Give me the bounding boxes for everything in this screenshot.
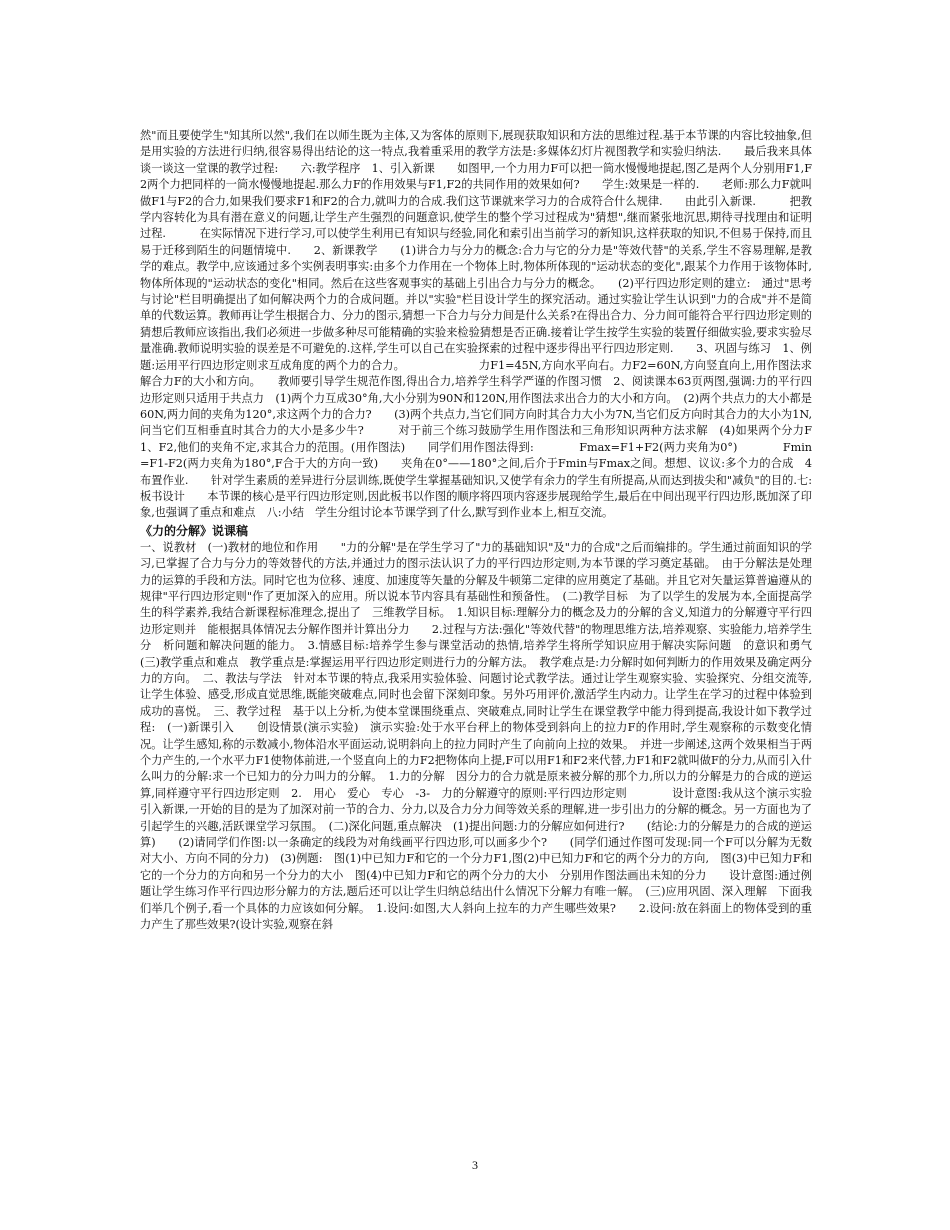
page-number: 3 [472, 1158, 478, 1172]
paragraph-teaching-process: 然"而且要使学生"知其所以然",我们在以师生既为主体,又为客体的原则下,展现获取知识和方法的思维过程.基于本节课的内容比较抽象,但是用实验的方法进行归纳,很容易得出结论的这一特点,我着重采用的教学方法是:多媒体幻灯片视图教学和实验归纳法. 最后我来具体谈一谈这一堂课的教学过程: 六:教学程序 1、引入新课 如图甲,一个力用力F可以把一筒水慢慢地提起,图乙是两个人分别用F1,F2两个力把同样的一筒水慢慢地提起.那么力F的作用效果与F1,F2的共同作用的效果如何? 学生:效果是一样的. 老师:那么力F就叫做F1与F2的合力,如果我们要求F1和F2的合力,就叫力的合成.我们这节课就来学习力的合成符合什么规律. 由此引入新课. 把教学内容转化为具有潜在意义的问题,让学生产生强烈的问题意识,使学生的整个学习过程成为"猜想",继而紧张地沉思,期待寻找理由和证明过程. 在实际情况下进行学习,可以使学生利用已有知识与经验,同化和索引出当前学习的新知识,这样获取的知识,不但易于保持,而且易于迁移到陌生的问题情境中. 2、新课教学 (1)讲合力与分力的概念:合力与它的分力是"等效代替"的关系,学生不容易理解,是教学的难点。教学中,应该通过多个实例表明事实:由多个力作用在一个物体上时,物体所体现的"运动状态的变化",跟某个力作用于该物体时,物体所体现的"运动状态的变化"相同。然后在这些客观事实的基础上引出合力与分力的概念。 (2)平行四边形定则的建立: 通过"思考与讨论"栏目明确提出了如何解决两个力的合成问题。并以"实验"栏目设计学生的探究活动。通过实验让学生认识到"力的合成"并不是简单的代数运算。教师再让学生根据合力、分力的图示,猜想一下合力与分力间是什么关系?在得出合力、分力间可能符合平行四边形定则的猜想后教师应该指出,我们必须进一步做多种尽可能精确的实验来检验猜想是否正确.接着让学生按学生实验的装置仔细做实验,要求实验尽量准确.教师说明实验的误差是不可避免的.这样,学生可以自己在实验探索的过程中逐步得出平行四边形定则. 3、巩固与练习 1、例题:运用平行四边形定则求互成角度的两个力的合力。 力F1=45N,方向水平向右。力F2=60N,方向竖直向上,用作图法求解合力F的大小和方向。 教师要引导学生规范作图,得出合力,培养学生科学严谨的作图习惯 2、阅读课本63页两图,强调:力的平行四边形定则只适用于共点力 (1)两个力互成30°角,大小分别为90N和120N,用作图法求出合力的大小和方向。 (2)两个共点力的大小都是60N,两力间的夹角为120°,求这两个力的合力? (3)两个共点力,当它们同方向时其合力大小为7N,当它们反方向时其合力的大小为1N,问当它们互相垂直时其合力的大小是多少牛? 对于前三个练习鼓励学生用作图法和三角形知识两种方法求解 (4)如果两个分力F1、F2,他们的夹角不定,求其合力的范围。(用作图法) 同学们用作图法得到: Fmax=F1+F2(两力夹角为0°) Fmin=F1-F2(两力夹角为180°,F合于大的方向一致) 夹角在0°——180°之间,后介于Fmin与Fmax之间。想想、议议:多个力的合成 4布置作业. 针对学生素质的差异进行分层训练,既使学生掌握基础知识,又使学有余力的学生有所提高,从而达到拔尖和"减负"的目的.七:板书设计 本节课的核心是平行四边形定则,因此板书以作图的顺序将四项内容逐步展现给学生,最后在中间出现平行四边形,既加深了印象,也强调了重点和难点 八:小结 学生分组讨论本节课学到了什么,默写到作业本上,相互交流。 [140, 129, 812, 520]
section-heading: 《力的分解》说课稿 [140, 523, 249, 538]
document-body [140, 128, 824, 934]
paragraph-force-decomposition: 一、说教材 (一)教材的地位和作用 "力的分解"是在学生学习了"力的基础知识"及"力的合成"之后而编排的。学生通过前面知识的学习,已掌握了合力与分力的等效替代的方法,并通过力的图示法认识了力的平行四边形定则,为本节课的学习奠定基础。 由于分解法是处理力的运算的手段和方法。同时它也为位移、速度、加速度等矢量的分解及牛顿第二定律的应用奠定了基础。并且它对矢量运算普遍遵从的规律"平行四边形定则"作了更加深入的应用。所以说本节内容具有基础性和预备性。 (二)教学目标 为了以学生的发展为本,全面提高学生的科学素养,我结合新课程标准理念,提出了 三维教学目标。 1.知识目标:理解分力的概念及力的分解的含义,知道力的分解遵守平行四边形定则并 能根据具体情况去分解作图并计算出分力 2.过程与方法:强化"等效代替"的物理思维方法,培养观察、实验能力,培养学生分 析问题和解决问题的能力。 3.情感目标:培养学生参与课堂活动的热情,培养学生将所学知识应用于解决实际问题 的意识和勇气 (三)教学重点和难点 教学重点是:掌握运用平行四边形定则进行力的分解方法。 教学难点是:力分解时如何判断力的作用效果及确定两分力的方向。 二、教法与学法 针对本节课的特点,我采用实验体验、问题讨论式教学法。通过让学生观察实验、实验探究、分组交流等,让学生体验、感受,形成直觉思维,既能突破难点,同时也会留下深刻印象。另外巧用评价,激活学生内动力。让学生在学习的过程中体验到成功的喜悦。 三、教学过程 基于以上分析,为使本堂课围绕重点、突破难点,同时让学生在课堂教学中能力得到提高,我设计如下教学过程: (一)新课引入 创设情景(演示实验) 演示实验:处于水平台秤上的物体受到斜向上的拉力F的作用时,学生观察称的示数变化情况。让学生感知,称的示数减小,物体沿水平面运动,说明斜向上的拉力同时产生了向前向上拉的效果。 并进一步阐述,这两个效果相当于两个力产生的,一个水平力F1使物体前进,一个竖直向上的力F2把物体向上提,F可以用F1和F2来代替,力F1和F2就叫做F的分力,从而引入什么叫力的分解:求一个已知力的分力叫力的分解。 1.力的分解 因分力的合力就是原来被分解的那个力,所以力的分解是力的合成的逆运算,同样遵守平行四边形定则 2. 用心 爱心 专心 -3- 力的分解遵守的原则:平行四边形定则 设计意图:我从这个演示实验引入新课,一开始的目的是为了加深对前一节的合力、分力,以及合力分力间等效关系的理解,进一步引出力的分解的概念。另一方面也为了引起学生的兴趣,活跃课堂学习氛围。 (二)深化问题,重点解决 (1)提出问题:力的分解应如何进行? (结论:力的分解是力的合成的逆运算) (2)请同学们作图:以一条确定的线段为对角线画平行四边形,可以画多少个? (同学们通过作图可发现:同一个F可以分解为无数对大小、方向不同的分力) (3)例题: 图(1)中已知力F和它的一个分力F1,图(2)中已知力F和它的两个分力的方向, 图(3)中已知力F和它的一个分力的方向和另一个分力的大小 图(4)中已知力F和它的两个分力的大小 分别用作图法画出未知的分力 设计意图:通过例题让学生练习作平行四边形分解力的方法,题后还可以让学生归纳总结出什么情况下分解力有唯一解。 (三)应用巩固、深入理解 下面我们举几个例子,看一个具体的力应该如何分解。 1.设问:如图,大人斜向上拉车的力产生哪些效果? 2.设问:放在斜面上的物体受到的重力产生了那些效果?(设计实验,观察在斜 [140, 540, 824, 932]
